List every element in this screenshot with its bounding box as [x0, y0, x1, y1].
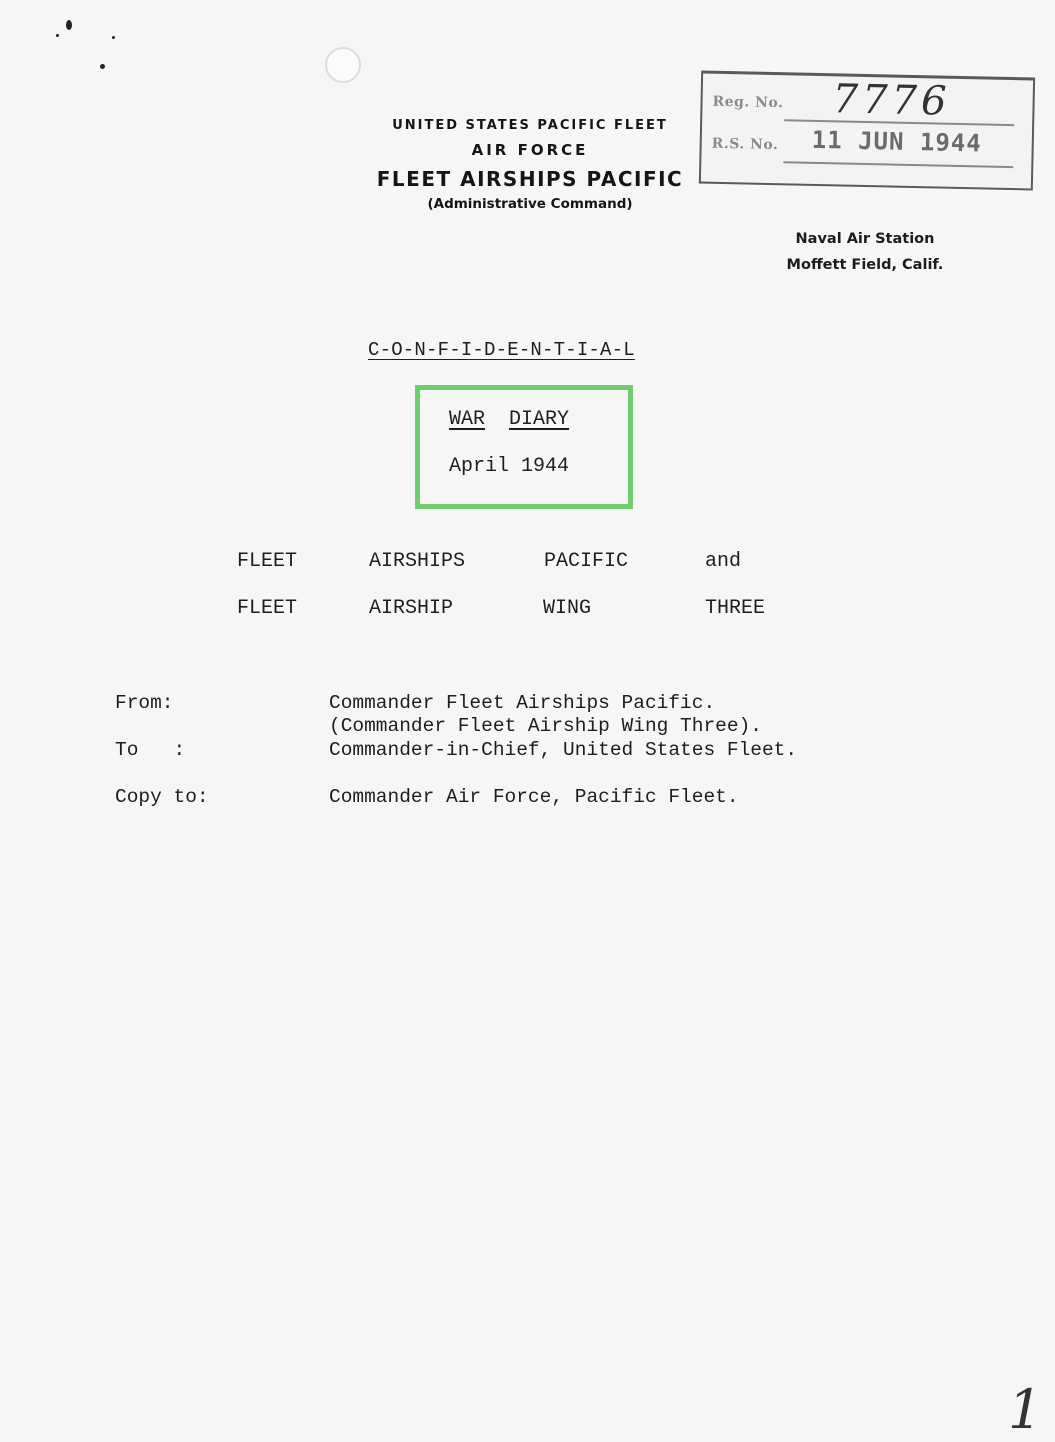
letterhead-line4: (Administrative Command) [427, 196, 633, 212]
units-row1-col4: and [705, 550, 742, 573]
units-row2-col4: THREE [705, 597, 766, 620]
stamp-date: 11 JUN 1944 [811, 125, 983, 158]
to-value: Commander-in-Chief, United States Fleet. [329, 739, 798, 761]
title-word-diary: DIARY [509, 408, 570, 431]
units-row1-col1: FLEET [237, 550, 298, 573]
punch-hole [325, 47, 361, 83]
from-value-line1: Commander Fleet Airships Pacific. [329, 692, 716, 714]
station-address [770, 226, 960, 278]
copy-to-label: Copy to: [115, 786, 209, 808]
letterhead [330, 116, 730, 214]
units-row2-col3: WING [543, 597, 592, 620]
letterhead-line1: UNITED STATES PACIFIC FLEET [392, 118, 668, 133]
letterhead-line3: FLEET AIRSHIPS PACIFIC [376, 167, 684, 191]
title-highlight-box [415, 385, 633, 509]
units-row2-col2: AIRSHIP [369, 597, 454, 620]
letterhead-line2: AIR FORCE [471, 141, 589, 159]
title-word-war: WAR [449, 408, 486, 431]
copy-to-value: Commander Air Force, Pacific Fleet. [329, 786, 739, 808]
units-row2-col1: FLEET [237, 597, 298, 620]
registry-stamp [699, 71, 1035, 191]
document-title [449, 408, 569, 431]
stamp-reg-number: 7776 [832, 76, 951, 125]
document-date: April 1944 [449, 455, 570, 478]
stamp-rs-label: R.S. No. [711, 135, 779, 154]
from-value-line2: (Commander Fleet Airship Wing Three). [329, 715, 762, 737]
station-line2: Moffett Field, Calif. [786, 257, 944, 273]
units-row1-col3: PACIFIC [544, 550, 629, 573]
from-label: From: [115, 692, 174, 714]
to-label: To : [115, 739, 186, 761]
handwritten-page-number: 1 [1008, 1378, 1043, 1441]
stamp-rule [783, 161, 1013, 167]
classification-marking: C-O-N-F-I-D-E-N-T-I-A-L [368, 339, 635, 361]
station-line1: Naval Air Station [795, 231, 935, 247]
stamp-reg-label: Reg. No. [712, 93, 784, 112]
units-row1-col2: AIRSHIPS [369, 550, 466, 573]
